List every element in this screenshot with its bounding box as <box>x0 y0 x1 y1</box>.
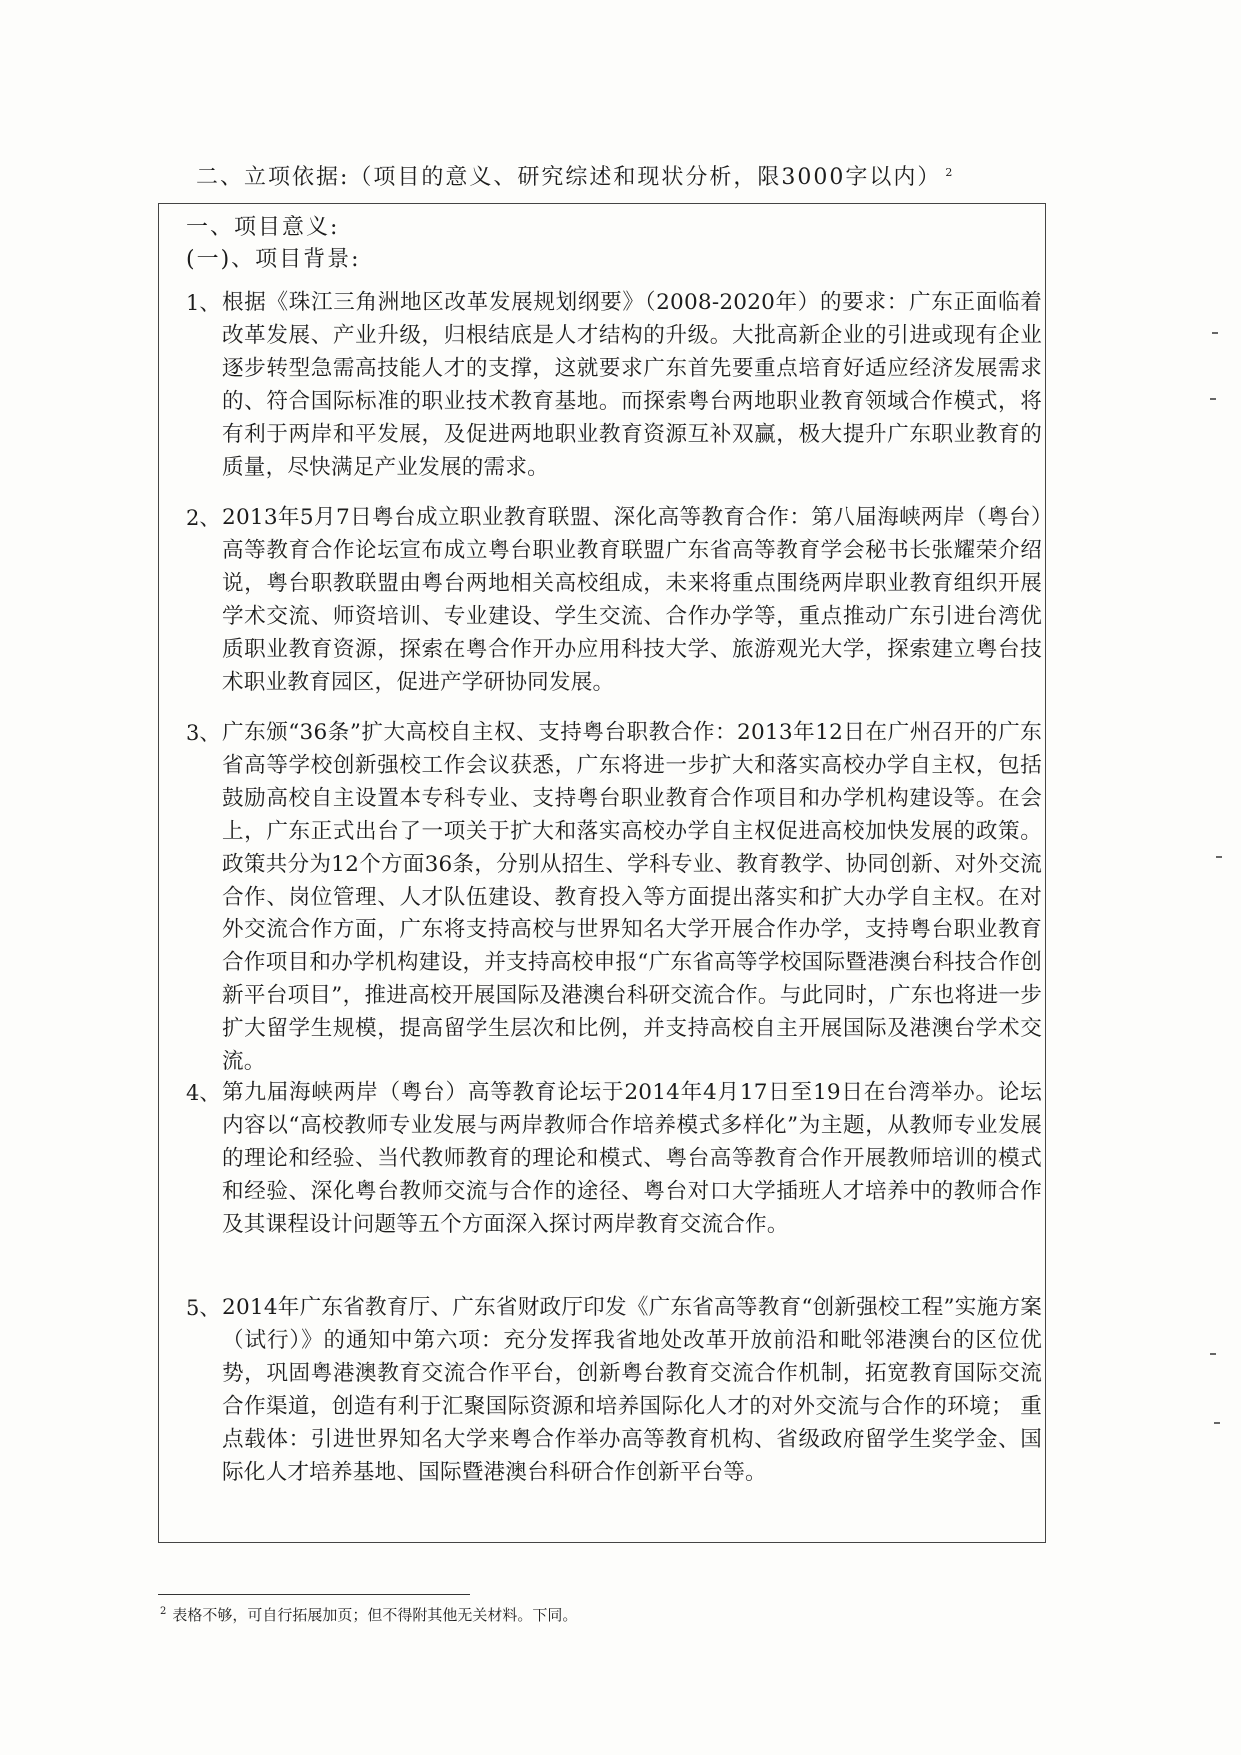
list-item-5 <box>186 1292 1044 1489</box>
list-item-4 <box>186 1077 1044 1242</box>
list-item-number: 2、 <box>186 506 221 530</box>
list-item-number: 1、 <box>186 291 221 315</box>
list-item-2 <box>186 502 1044 699</box>
project-significance-title: 一、项目意义: <box>186 215 340 240</box>
list-item-text: 第九届海峡两岸（粤台）高等教育论坛于2014年4月17日至19日在台湾举办。论坛内容以“高校教师专业发展与两岸教师合作培养模式多样化”为主题，从教师专业发展的理论和经验、当代教师教育的理论和模式、粤台高等教育合作开展教师培训的模式和经验、深化粤台教师交流与合作的途径、粤台对口大学插班人才培养中的教师合作及其课程设计问题等五个方面深入探讨两岸教育交流合作。 <box>222 1080 1042 1237</box>
scan-speck <box>1212 332 1218 334</box>
list-item-number: 3、 <box>186 721 221 745</box>
scan-speck <box>1210 1353 1216 1355</box>
list-item-number: 4、 <box>186 1081 221 1105</box>
footnote-text: 表格不够，可自行拓展加页；但不得附其他无关材料。下同。 <box>172 1606 578 1624</box>
footnote-number: 2 <box>160 1606 167 1617</box>
list-item-number: 5、 <box>186 1296 221 1320</box>
section-heading <box>196 160 954 191</box>
section-heading-text: 二、立项依据:（项目的意义、研究综述和现状分析，限3000字以内） <box>196 165 942 190</box>
list-item-text: 2013年5月7日粤台成立职业教育联盟、深化高等教育合作：第八届海峡两岸（粤台）高等教育合作论坛宣布成立粤台职业教育联盟广东省高等教育学会秘书长张耀荣介绍说，粤台职教联盟由粤台两地相关高校组成，未来将重点围绕两岸职业教育组织开展学术交流、师资培训、专业建设、学生交流、合作办学等，重点推动广东引进台湾优质职业教育资源，探索在粤合作开办应用科技大学、旅游观光大学，探索建立粤台技术职业教育园区，促进产学研协同发展。 <box>222 505 1042 695</box>
list-item-text: 根据《珠江三角洲地区改革发展规划纲要》（2008-2020年）的要求：广东正面临着改革发展、产业升级，归根结底是人才结构的升级。大批高新企业的引进或现有企业逐步转型急需高技能人才的支撑，这就要求广东首先要重点培育好适应经济发展需求的、符合国际标准的职业技术教育基地。而探索粤台两地职业教育领域合作模式，将有利于两岸和平发展，及促进两地职业教育资源互补双赢，极大提升广东职业教育的质量，尽快满足产业发展的需求。 <box>222 290 1042 480</box>
footnote-ref: 2 <box>945 165 955 179</box>
footnote-divider <box>158 1594 470 1595</box>
list-item-text: 广东颁“36条”扩大高校自主权、支持粤台职教合作：2013年12日在广州召开的广东省高等学校创新强校工作会议获悉，广东将进一步扩大和落实高校办学自主权，包括鼓励高校自主设置本专科专业、支持粤台职业教育合作项目和办学机构建设等。在会上，广东正式出台了一项关于扩大和落实高校办学自主权促进高校加快发展的政策。政策共分为12个方面36条，分别从招生、学科专业、教育教学、协同创新、对外交流合作、岗位管理、人才队伍建设、教育投入等方面提出落实和扩大办学自主权。在对外交流合作方面，广东将支持高校与世界知名大学开展合作办学，支持粤台职业教育合作项目和办学机构建设，并支持高校申报“广东省高等学校国际暨港澳台科技合作创新平台项目”，推进高校开展国际及港澳台科研交流合作。与此同时，广东也将进一步扩大留学生规模，提高留学生层次和比例，并支持高校自主开展国际及港澳台学术交流。 <box>222 720 1042 1075</box>
scan-speck <box>1210 398 1216 400</box>
list-item-3 <box>186 717 1044 1079</box>
footnote <box>160 1604 577 1625</box>
scan-speck <box>1216 856 1222 858</box>
project-background-title: (一)、项目背景: <box>186 247 361 272</box>
list-item-1 <box>186 287 1044 484</box>
scan-speck <box>1214 1422 1220 1424</box>
list-item-text: 2014年广东省教育厅、广东省财政厅印发《广东省高等教育“创新强校工程”实施方案（试行）》的通知中第六项：充分发挥我省地处改革开放前沿和毗邻港澳台的区位优势，巩固粤港澳教育交流合作平台，创新粤台教育交流合作机制，拓宽教育国际交流合作渠道，创造有利于汇聚国际资源和培养国际化人才的对外交流与合作的环境； 重点载体：引进世界知名大学来粤合作举办高等教育机构、省级政府留学生奖学金、国际化人才培养基地、国际暨港澳台科研合作创新平台等。 <box>222 1295 1042 1485</box>
